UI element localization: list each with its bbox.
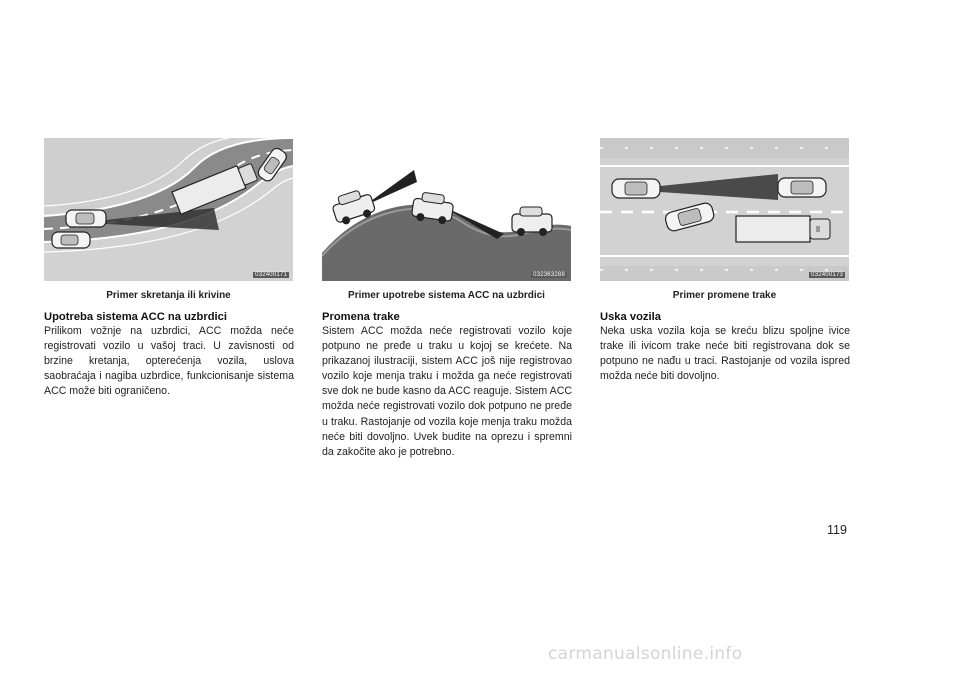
- figure-code: 032363288: [533, 272, 565, 278]
- figure-code: 032400173: [811, 272, 843, 278]
- section-lane-change: [322, 311, 572, 460]
- figure-hill: [322, 138, 571, 281]
- car-ahead: [778, 178, 826, 197]
- section-heading: Upotreba sistema ACC na uzbrdici: [44, 311, 227, 323]
- lane-change-illustration: [600, 138, 849, 281]
- truck: [736, 216, 830, 242]
- section-hill: [44, 311, 294, 399]
- page-number: 119: [827, 523, 847, 537]
- section-heading: Promena trake: [322, 311, 400, 323]
- section-body: Neka uska vozila koja se kreću blizu spoljne ivice trake ili ivicom trake neće biti registrovana dok se potpuno ne nađu u traci. Rastojanje od vozila ispred možda neće biti dovoljno.: [600, 325, 850, 383]
- curve-illustration: [44, 138, 293, 281]
- hill-illustration: [322, 138, 571, 281]
- figure-caption: Primer promene trake: [672, 290, 777, 301]
- figure-curve: [44, 138, 293, 281]
- adjacent-car: [52, 232, 90, 248]
- ego-car: [612, 179, 660, 198]
- section-heading: Uska vozila: [600, 311, 661, 323]
- section-body: Sistem ACC možda neće registrovati vozilo koje potpuno ne pređe u traku u kojoj se krećete. Na prikazanoj ilustraciji, sistem ACC još nije registrovao vozilo koje menja traku i možda ga neće registrovati sve dok ne bude kasno da ACC reaguje. Sistem ACC možda neće registrovati vozilo dok potpuno ne pređe u traku. Rastojanje od vozila koje menja traku možda neće biti dovoljno. Uvek budite na oprezu i spremni da zakočite ako je potrebno.: [322, 325, 572, 458]
- ego-car: [66, 210, 106, 227]
- figure-caption: Primer skretanja ili krivine: [106, 290, 231, 301]
- figure-caption: Primer upotrebe sistema ACC na uzbrdici: [348, 290, 545, 301]
- watermark: carmanualsonline.info: [548, 644, 743, 664]
- figure-code: 032400171: [255, 272, 287, 278]
- section-body: Prilikom vožnje na uzbrdici, ACC možda neće registrovati vozilo u vašoj traci. U zavisnosti od brzine kretanja, opterećenja vozila, uslova saobraćaja i nagiba uzbrdice, funkcionisanje sistema ACC može biti ograničeno.: [44, 325, 294, 398]
- figure-lane-change: [600, 138, 849, 281]
- section-narrow-vehicles: [600, 311, 850, 384]
